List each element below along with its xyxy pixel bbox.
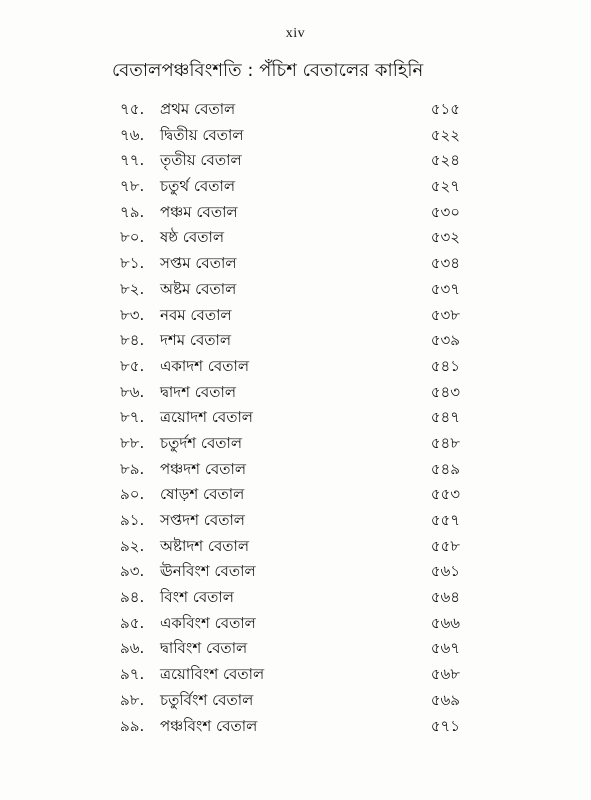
entry-title: ষোড়শ বেতাল — [160, 485, 245, 504]
toc-entry[interactable] — [0, 302, 591, 328]
entry-title: অষ্টাদশ বেতাল — [160, 536, 250, 555]
toc-entry[interactable] — [0, 224, 591, 250]
entry-page-number: ৫২২ — [430, 125, 460, 144]
toc-entry[interactable] — [0, 122, 591, 148]
toc-entry[interactable] — [0, 199, 591, 225]
toc-entry[interactable] — [0, 481, 591, 507]
entry-page-number: ৫৬৬ — [430, 613, 460, 632]
entry-title: একবিংশ বেতাল — [160, 613, 256, 632]
entry-page-number: ৫৪১ — [430, 356, 460, 375]
toc-entry[interactable] — [0, 661, 591, 687]
toc-entry[interactable] — [0, 430, 591, 456]
entry-number: ৯৯. — [120, 716, 145, 735]
entry-title: পঞ্চদশ বেতাল — [160, 459, 247, 478]
toc-entry[interactable] — [0, 276, 591, 302]
entry-page-number: ৫৭১ — [430, 716, 460, 735]
entry-number: ৯৩. — [120, 562, 145, 581]
toc-entry[interactable] — [0, 456, 591, 482]
toc-entry[interactable] — [0, 610, 591, 636]
entry-title: প্রথম বেতাল — [160, 100, 236, 118]
entry-title: ত্রয়োবিংশ বেতাল — [160, 665, 265, 684]
entry-number: ৭৫. — [120, 100, 145, 118]
entry-title: তৃতীয় বেতাল — [160, 151, 242, 170]
entry-page-number: ৫৬৪ — [430, 588, 460, 607]
entry-number: ৯৬. — [120, 639, 145, 658]
entry-title: অষ্টম বেতাল — [160, 279, 237, 298]
entry-title: ষষ্ঠ বেতাল — [160, 228, 225, 247]
page-number: xiv — [285, 26, 306, 41]
entry-page-number: ৫৬১ — [430, 562, 460, 581]
entry-title: নবম বেতাল — [160, 305, 232, 324]
entry-title: চতুর্দশ বেতাল — [160, 433, 243, 452]
toc-entry[interactable] — [0, 635, 591, 661]
entry-number: ৮৮. — [120, 433, 145, 452]
entry-title: ত্রয়োদশ বেতাল — [160, 408, 253, 427]
toc-entry[interactable] — [0, 327, 591, 353]
entry-page-number: ৫৪৯ — [430, 459, 460, 478]
entry-page-number: ৫৪৩ — [430, 382, 460, 401]
entry-number: ৯৪. — [120, 588, 145, 607]
toc-entry[interactable] — [0, 713, 591, 739]
entry-number: ৮২. — [120, 279, 145, 298]
entry-page-number: ৫৩৯ — [430, 331, 460, 350]
entry-number: ৮৪. — [120, 331, 145, 350]
entry-number: ৯০. — [120, 485, 145, 504]
toc-entry[interactable] — [0, 687, 591, 713]
entry-title: একাদশ বেতাল — [160, 356, 249, 375]
table-of-contents — [0, 96, 591, 738]
section-heading: বেতালপঞ্চবিংশতি : পঁচিশ বেতালের কাহিনি — [112, 60, 424, 81]
entry-title: ঊনবিংশ বেতাল — [160, 562, 256, 581]
toc-entry[interactable] — [0, 96, 591, 122]
entry-page-number: ৫৩৮ — [430, 305, 460, 324]
entry-title: দ্বিতীয় বেতাল — [160, 125, 244, 144]
entry-number: ৭৬. — [120, 125, 145, 144]
entry-page-number: ৫৩০ — [430, 202, 460, 221]
toc-entry[interactable] — [0, 379, 591, 405]
entry-page-number: ৫৬৮ — [430, 665, 460, 684]
entry-number: ৯৫. — [120, 613, 145, 632]
entry-title: পঞ্চবিংশ বেতাল — [160, 716, 258, 735]
toc-entry[interactable] — [0, 173, 591, 199]
entry-number: ৮০. — [120, 228, 145, 247]
entry-number: ৯১. — [120, 511, 145, 529]
entry-page-number: ৫৬৯ — [430, 690, 460, 709]
toc-entry[interactable] — [0, 147, 591, 173]
entry-page-number: ৫৪৭ — [430, 408, 460, 427]
toc-entry[interactable] — [0, 533, 591, 559]
entry-title: দ্বাদশ বেতাল — [160, 382, 237, 401]
entry-number: ৮৫. — [120, 356, 145, 375]
entry-title: চতুর্থ বেতাল — [160, 177, 236, 196]
entry-number: ৮৭. — [120, 408, 145, 427]
entry-number: ৮৬. — [120, 382, 145, 401]
entry-page-number: ৫২৪ — [430, 151, 460, 170]
entry-title: দ্বাবিংশ বেতাল — [160, 639, 248, 658]
entry-number: ৯৮. — [120, 690, 145, 709]
entry-page-number: ৫৩৪ — [430, 254, 460, 273]
entry-number: ৯৭. — [120, 665, 145, 684]
toc-entry[interactable] — [0, 404, 591, 430]
entry-page-number: ৫৫৭ — [430, 511, 460, 529]
toc-entry[interactable] — [0, 507, 591, 533]
entry-page-number: ৫৫৩ — [430, 485, 460, 504]
entry-number: ৯২. — [120, 536, 145, 555]
entry-page-number: ৫৫৮ — [430, 536, 460, 555]
entry-number: ৮৯. — [120, 459, 145, 478]
entry-page-number: ৫৩২ — [430, 228, 460, 247]
entry-number: ৮৩. — [120, 305, 145, 324]
entry-title: পঞ্চম বেতাল — [160, 202, 238, 221]
toc-entry[interactable] — [0, 558, 591, 584]
entry-number: ৮১. — [120, 254, 145, 273]
entry-number: ৭৮. — [120, 177, 145, 196]
entry-page-number: ৫৬৭ — [430, 639, 460, 658]
toc-entry[interactable] — [0, 353, 591, 379]
entry-number: ৭৭. — [120, 151, 145, 170]
entry-number: ৭৯. — [120, 202, 145, 221]
entry-title: সপ্তম বেতাল — [160, 254, 237, 273]
entry-page-number: ৫৪৮ — [430, 433, 460, 452]
entry-page-number: ৫২৭ — [430, 177, 460, 196]
entry-title: চতুর্বিংশ বেতাল — [160, 690, 254, 709]
entry-title: বিংশ বেতাল — [160, 588, 234, 607]
entry-title: দশম বেতাল — [160, 331, 232, 350]
entry-title: সপ্তদশ বেতাল — [160, 511, 245, 529]
entry-page-number: ৫৩৭ — [430, 279, 460, 298]
entry-page-number: ৫১৫ — [430, 100, 460, 118]
toc-entry[interactable] — [0, 250, 591, 276]
toc-entry[interactable] — [0, 584, 591, 610]
